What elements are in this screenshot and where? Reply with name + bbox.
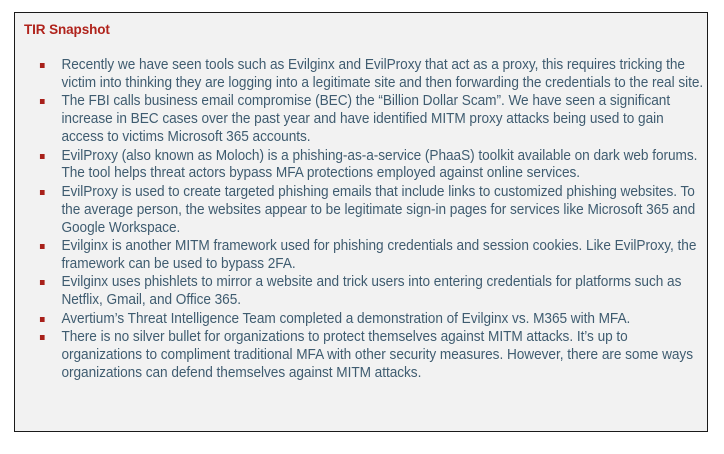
- list-item: [39, 311, 708, 329]
- list-item: [39, 274, 708, 310]
- list-item-text: Evilginx uses phishlets to mirror a website and trick users into entering credentials for platforms such as Netflix, Gmail, and Office 365.: [61, 274, 682, 309]
- square-bullet-icon: [40, 190, 45, 195]
- snapshot-bullet-list: [39, 57, 704, 383]
- list-item-text: Evilginx is another MITM framework used for phishing credentials and session cookies. Like EvilProxy, the framework can be used to bypass 2FA.: [61, 238, 697, 272]
- list-item: [39, 148, 708, 184]
- list-item: [39, 93, 708, 147]
- list-item: [39, 238, 708, 274]
- square-bullet-icon: [40, 99, 45, 104]
- list-item-text: Avertium’s Threat Intelligence Team completed a demonstration of Evilginx vs. M365 with MFA.: [61, 310, 631, 327]
- list-item-text: EvilProxy (also known as Moloch) is a phishing-as-a-service (PhaaS) toolkit available on dark web forums. The tool helps threat actors bypass MFA protections employed against online services.: [61, 147, 698, 182]
- list-item: [39, 329, 708, 383]
- square-bullet-icon: [40, 317, 45, 322]
- list-item-text: EvilProxy is used to create targeted phishing emails that include links to customized phishing websites. To the average person, the websites appear to be legitimate sign-in pages for services like Microsoft 365 and Google Workspace.: [61, 183, 696, 236]
- list-item-text: There is no silver bullet for organizations to protect themselves against MITM attacks. It’s up to organizations to compliment traditional MFA with other security measures. However, there are some ways organizations can defend themselves against MITM attacks.: [61, 329, 693, 381]
- list-item: [39, 184, 708, 238]
- square-bullet-icon: [40, 63, 45, 68]
- square-bullet-icon: [40, 154, 45, 159]
- list-item-text: The FBI calls business email compromise (BEC) the “Billion Dollar Scam”. We have seen a significant increase in BEC cases over the past year and have identified MITM proxy attacks being used to gain access to victims Microsoft 365 accounts.: [61, 93, 671, 146]
- list-item-text: Recently we have seen tools such as Evilginx and EvilProxy that act as a proxy, this requires tricking the victim into thinking they are logging into a legitimate site and then forwarding the credentials to the real site.: [61, 57, 704, 91]
- square-bullet-icon: [40, 280, 45, 285]
- tir-snapshot-card: [14, 12, 708, 432]
- square-bullet-icon: [40, 335, 45, 340]
- list-item: [39, 57, 708, 93]
- page-title: TIR Snapshot: [24, 22, 110, 37]
- square-bullet-icon: [40, 244, 45, 249]
